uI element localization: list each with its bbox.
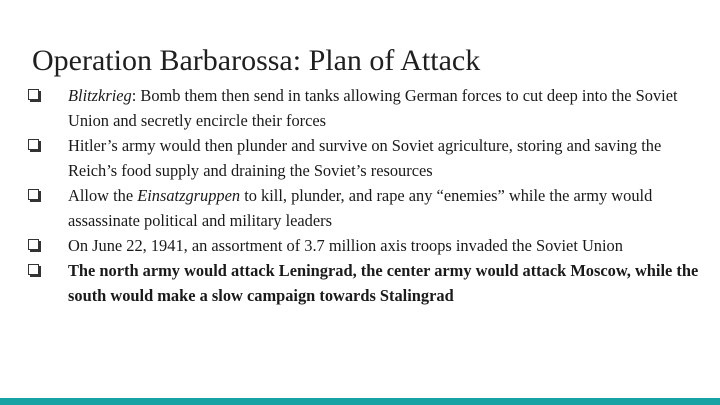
bullet-rest: to kill, plunder, and rape any “enemies” while the army would assassinate political and military leaders — [68, 186, 653, 230]
bullet-lead: Allow the — [68, 186, 138, 205]
bullet-einsatzgruppen — [26, 183, 706, 233]
bullet-text: The north army would attack Leningrad, the center army would attack Moscow, while the south would make a slow campaign towards Stalingrad — [68, 261, 699, 305]
bullet-rest: : Bomb them then send in tanks allowing German forces to cut deep into the Soviet Union and secretly encircle their forces — [68, 86, 678, 130]
checkbox-bullet-icon — [28, 189, 39, 200]
bullet-text: Hitler’s army would then plunder and survive on Soviet agriculture, storing and saving the Reich’s food supply and draining the Soviet’s resources — [68, 136, 662, 180]
bullet-italic-term: Blitzkrieg — [68, 86, 132, 105]
checkbox-bullet-icon — [28, 239, 39, 250]
bullet-text — [68, 86, 678, 130]
bullet-italic-term: Einsatzgruppen — [137, 186, 241, 205]
bullet-text: On June 22, 1941, an assortment of 3.7 million axis troops invaded the Soviet Union — [68, 236, 623, 255]
bullet-army-groups — [26, 258, 706, 308]
checkbox-bullet-icon — [28, 264, 39, 275]
checkbox-bullet-icon — [28, 89, 39, 100]
bullet-text — [68, 186, 652, 230]
slide-title: Operation Barbarossa: Plan of Attack — [32, 44, 481, 77]
bullet-plunder — [26, 133, 706, 183]
checkbox-bullet-icon — [28, 139, 39, 150]
bullet-list — [26, 83, 706, 308]
bottom-accent-bar — [0, 398, 720, 405]
bullet-blitzkrieg — [26, 83, 706, 133]
bullet-invasion-date — [26, 233, 706, 258]
